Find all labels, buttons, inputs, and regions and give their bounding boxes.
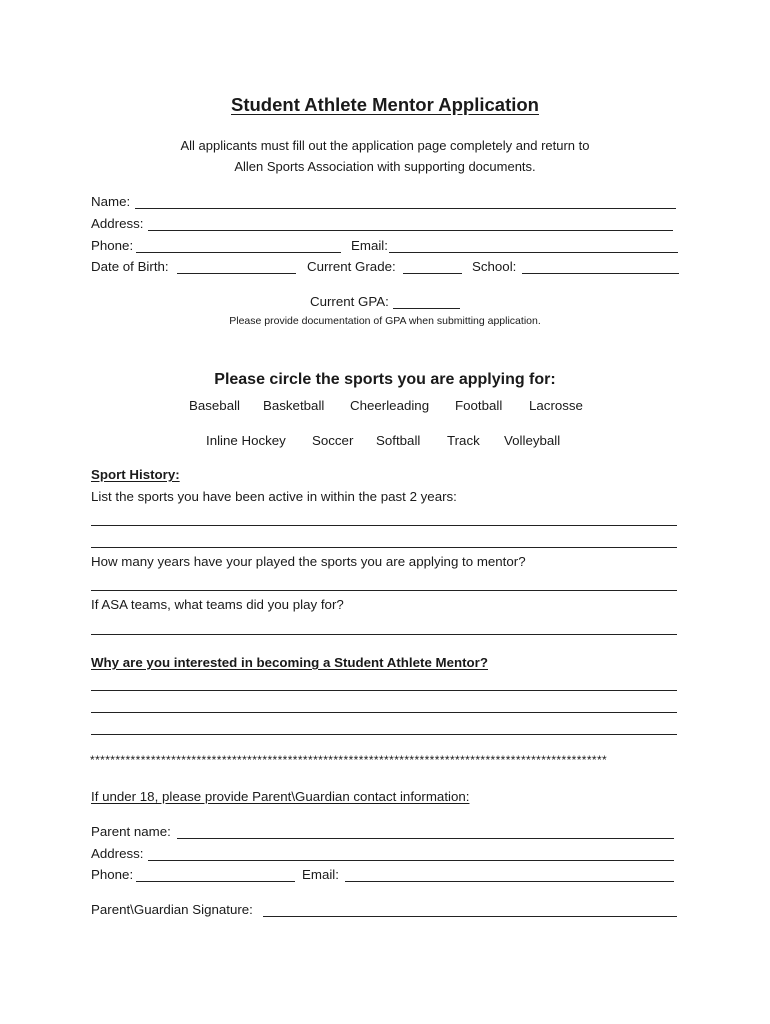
- dob-field[interactable]: [177, 273, 296, 274]
- guardian-email-label: Email:: [302, 867, 339, 882]
- sport-option-cheerleading[interactable]: Cheerleading: [350, 398, 430, 413]
- answer-line-why-mentor-3[interactable]: [91, 734, 677, 735]
- address-field[interactable]: [148, 230, 673, 231]
- gpa-label: Current GPA:: [310, 294, 389, 309]
- answer-line-years-played[interactable]: [91, 590, 677, 591]
- question-years-played: How many years have your played the sports you are applying to mentor?: [91, 554, 526, 569]
- sport-option-inline-hockey[interactable]: Inline Hockey: [206, 433, 286, 448]
- guardian-address-label: Address:: [91, 846, 144, 861]
- grade-label: Current Grade:: [307, 259, 396, 274]
- sport-option-soccer[interactable]: Soccer: [312, 433, 354, 448]
- question-active-sports: List the sports you have been active in within the past 2 years:: [91, 489, 457, 504]
- email-label: Email:: [351, 238, 388, 253]
- guardian-address-field[interactable]: [148, 860, 674, 861]
- dob-label: Date of Birth:: [91, 259, 169, 274]
- question-asa-teams: If ASA teams, what teams did you play for?: [91, 597, 344, 612]
- intro-line-1: All applicants must fill out the application page completely and return to: [180, 138, 590, 153]
- sport-history-heading: Sport History:: [91, 467, 180, 482]
- asterisk-separator: ******************************************************************************************************: [90, 753, 608, 767]
- gpa-note: Please provide documentation of GPA when submitting application.: [229, 315, 541, 327]
- question-why-mentor: Why are you interested in becoming a Student Athlete Mentor?: [91, 655, 488, 670]
- sport-option-track[interactable]: Track: [447, 433, 480, 448]
- phone-label: Phone:: [91, 238, 134, 253]
- guardian-phone-field[interactable]: [136, 881, 295, 882]
- phone-field[interactable]: [136, 252, 341, 253]
- parent-name-label: Parent name:: [91, 824, 171, 839]
- sport-option-baseball[interactable]: Baseball: [189, 398, 241, 413]
- sports-heading: Please circle the sports you are applying for:: [214, 371, 556, 388]
- form-title: Student Athlete Mentor Application: [231, 94, 539, 115]
- sport-option-lacrosse[interactable]: Lacrosse: [529, 398, 583, 413]
- email-field[interactable]: [389, 252, 678, 253]
- school-field[interactable]: [522, 273, 679, 274]
- answer-line-why-mentor-1[interactable]: [91, 690, 677, 691]
- sport-option-football[interactable]: Football: [455, 398, 503, 413]
- address-label: Address:: [91, 216, 144, 231]
- guardian-email-field[interactable]: [345, 881, 674, 882]
- guardian-signature-label: Parent\Guardian Signature:: [91, 902, 253, 917]
- parent-name-field[interactable]: [177, 838, 674, 839]
- guardian-heading: If under 18, please provide Parent\Guardian contact information:: [91, 789, 470, 804]
- guardian-signature-field[interactable]: [263, 916, 677, 917]
- answer-line-active-sports-2[interactable]: [91, 547, 677, 548]
- gpa-field[interactable]: [393, 308, 460, 309]
- school-label: School:: [472, 259, 517, 274]
- answer-line-why-mentor-2[interactable]: [91, 712, 677, 713]
- intro-line-2: Allen Sports Association with supporting documents.: [234, 159, 536, 174]
- name-field[interactable]: [135, 208, 676, 209]
- guardian-phone-label: Phone:: [91, 867, 134, 882]
- sport-option-volleyball[interactable]: Volleyball: [504, 433, 561, 448]
- grade-field[interactable]: [403, 273, 462, 274]
- sport-option-basketball[interactable]: Basketball: [263, 398, 325, 413]
- answer-line-asa-teams[interactable]: [91, 634, 677, 635]
- sport-option-softball[interactable]: Softball: [376, 433, 421, 448]
- answer-line-active-sports-1[interactable]: [91, 525, 677, 526]
- name-label: Name:: [91, 194, 131, 209]
